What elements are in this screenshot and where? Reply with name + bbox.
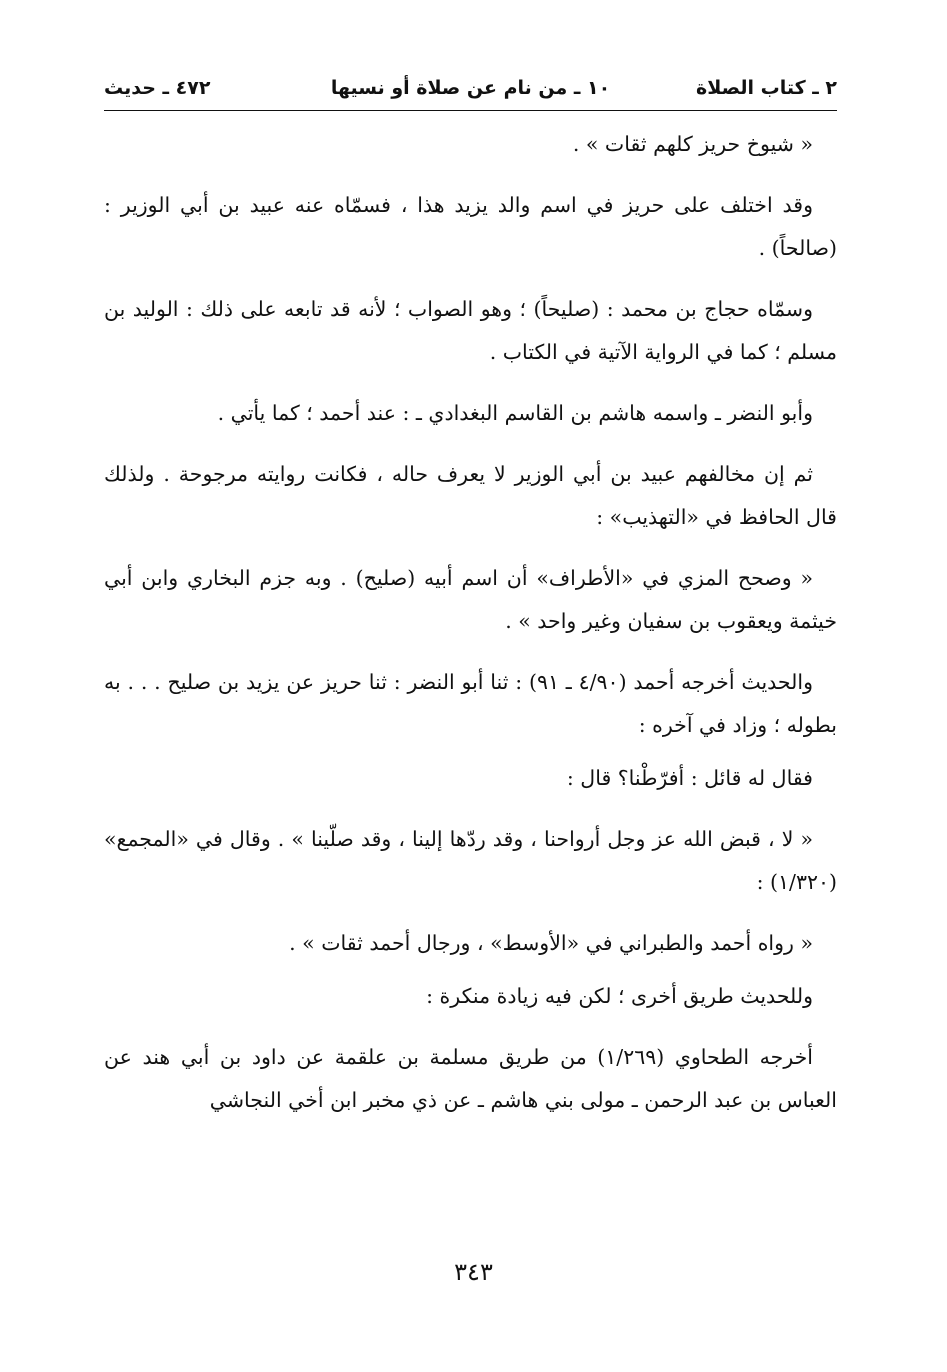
paragraph-tahdhib-quote: « وصحح المزي في «الأطراف» أن اسم أبيه (صليح) . وبه جزم البخاري وابن أبي خيثمة ويعقوب بن سفيان وغير واحد » . xyxy=(104,566,837,633)
paragraph-answer: « لا ، قبض الله عز وجل أرواحنا ، وقد ردّها إلينا ، وقد صلّينا » . وقال في «المجمع» (١/٣٢٠) : xyxy=(104,827,837,894)
page-number: ٣٤٣ xyxy=(454,1258,493,1286)
paragraph-ahmad-narration: والحديث أخرجه أحمد (٤/٩٠ ـ ٩١) : ثنا أبو النضر : ثنا حريز عن يزيد بن صليح . . . به بطوله ؛ وزاد في آخره : xyxy=(104,670,837,737)
header-hadith-number: ٤٧٢ ـ حديث xyxy=(104,77,211,99)
book-page xyxy=(104,70,837,1140)
running-header xyxy=(104,70,837,106)
paragraph-opponent: ثم إن مخالفهم عبيد بن أبي الوزير لا يعرف حاله ، فكانت روايته مرجوحة . ولذلك قال الحافظ في «التهذيب» : xyxy=(104,462,837,529)
paragraph-abu-nadr: وأبو النضر ـ واسمه هاشم بن القاسم البغدادي ـ : عند أحمد ؛ كما يأتي . xyxy=(217,401,813,425)
header-section: ١٠ ـ من نام عن صلاة أو نسيها xyxy=(330,77,611,99)
paragraph-name-dispute: وقد اختلف على حريز في اسم والد يزيد هذا ، فسمّاه عنه عبيد بن أبي الوزير : (صالحاً) . xyxy=(104,193,837,260)
paragraph-question: فقال له قائل : أفرّطْنا؟ قال : xyxy=(566,766,813,790)
paragraph-quote-narrators: « شيوخ حريز كلهم ثقات » . xyxy=(572,132,813,156)
header-rule xyxy=(104,110,837,111)
paragraph-majma-quote: « رواه أحمد والطبراني في «الأوسط» ، ورجال أحمد ثقات » . xyxy=(289,931,813,955)
paragraph-tahawi: أخرجه الطحاوي (١/٢٦٩) من طريق مسلمة بن علقمة عن داود بن أبي هند عن العباس بن عبد الرحمن ـ مولى بني هاشم ـ عن ذي مخبر ابن أخي النجاشي xyxy=(104,1045,837,1112)
header-chapter: ٢ ـ كتاب الصلاة xyxy=(696,77,837,99)
paragraph-another-route: وللحديث طريق أخرى ؛ لكن فيه زيادة منكرة : xyxy=(426,984,813,1008)
page-body xyxy=(104,123,837,1122)
paragraph-correct-name: وسمّاه حجاج بن محمد : (صليحاً) ؛ وهو الصواب ؛ لأنه قد تابعه على ذلك : الوليد بن مسلم ؛ كما في الرواية الآتية في الكتاب . xyxy=(104,297,837,364)
